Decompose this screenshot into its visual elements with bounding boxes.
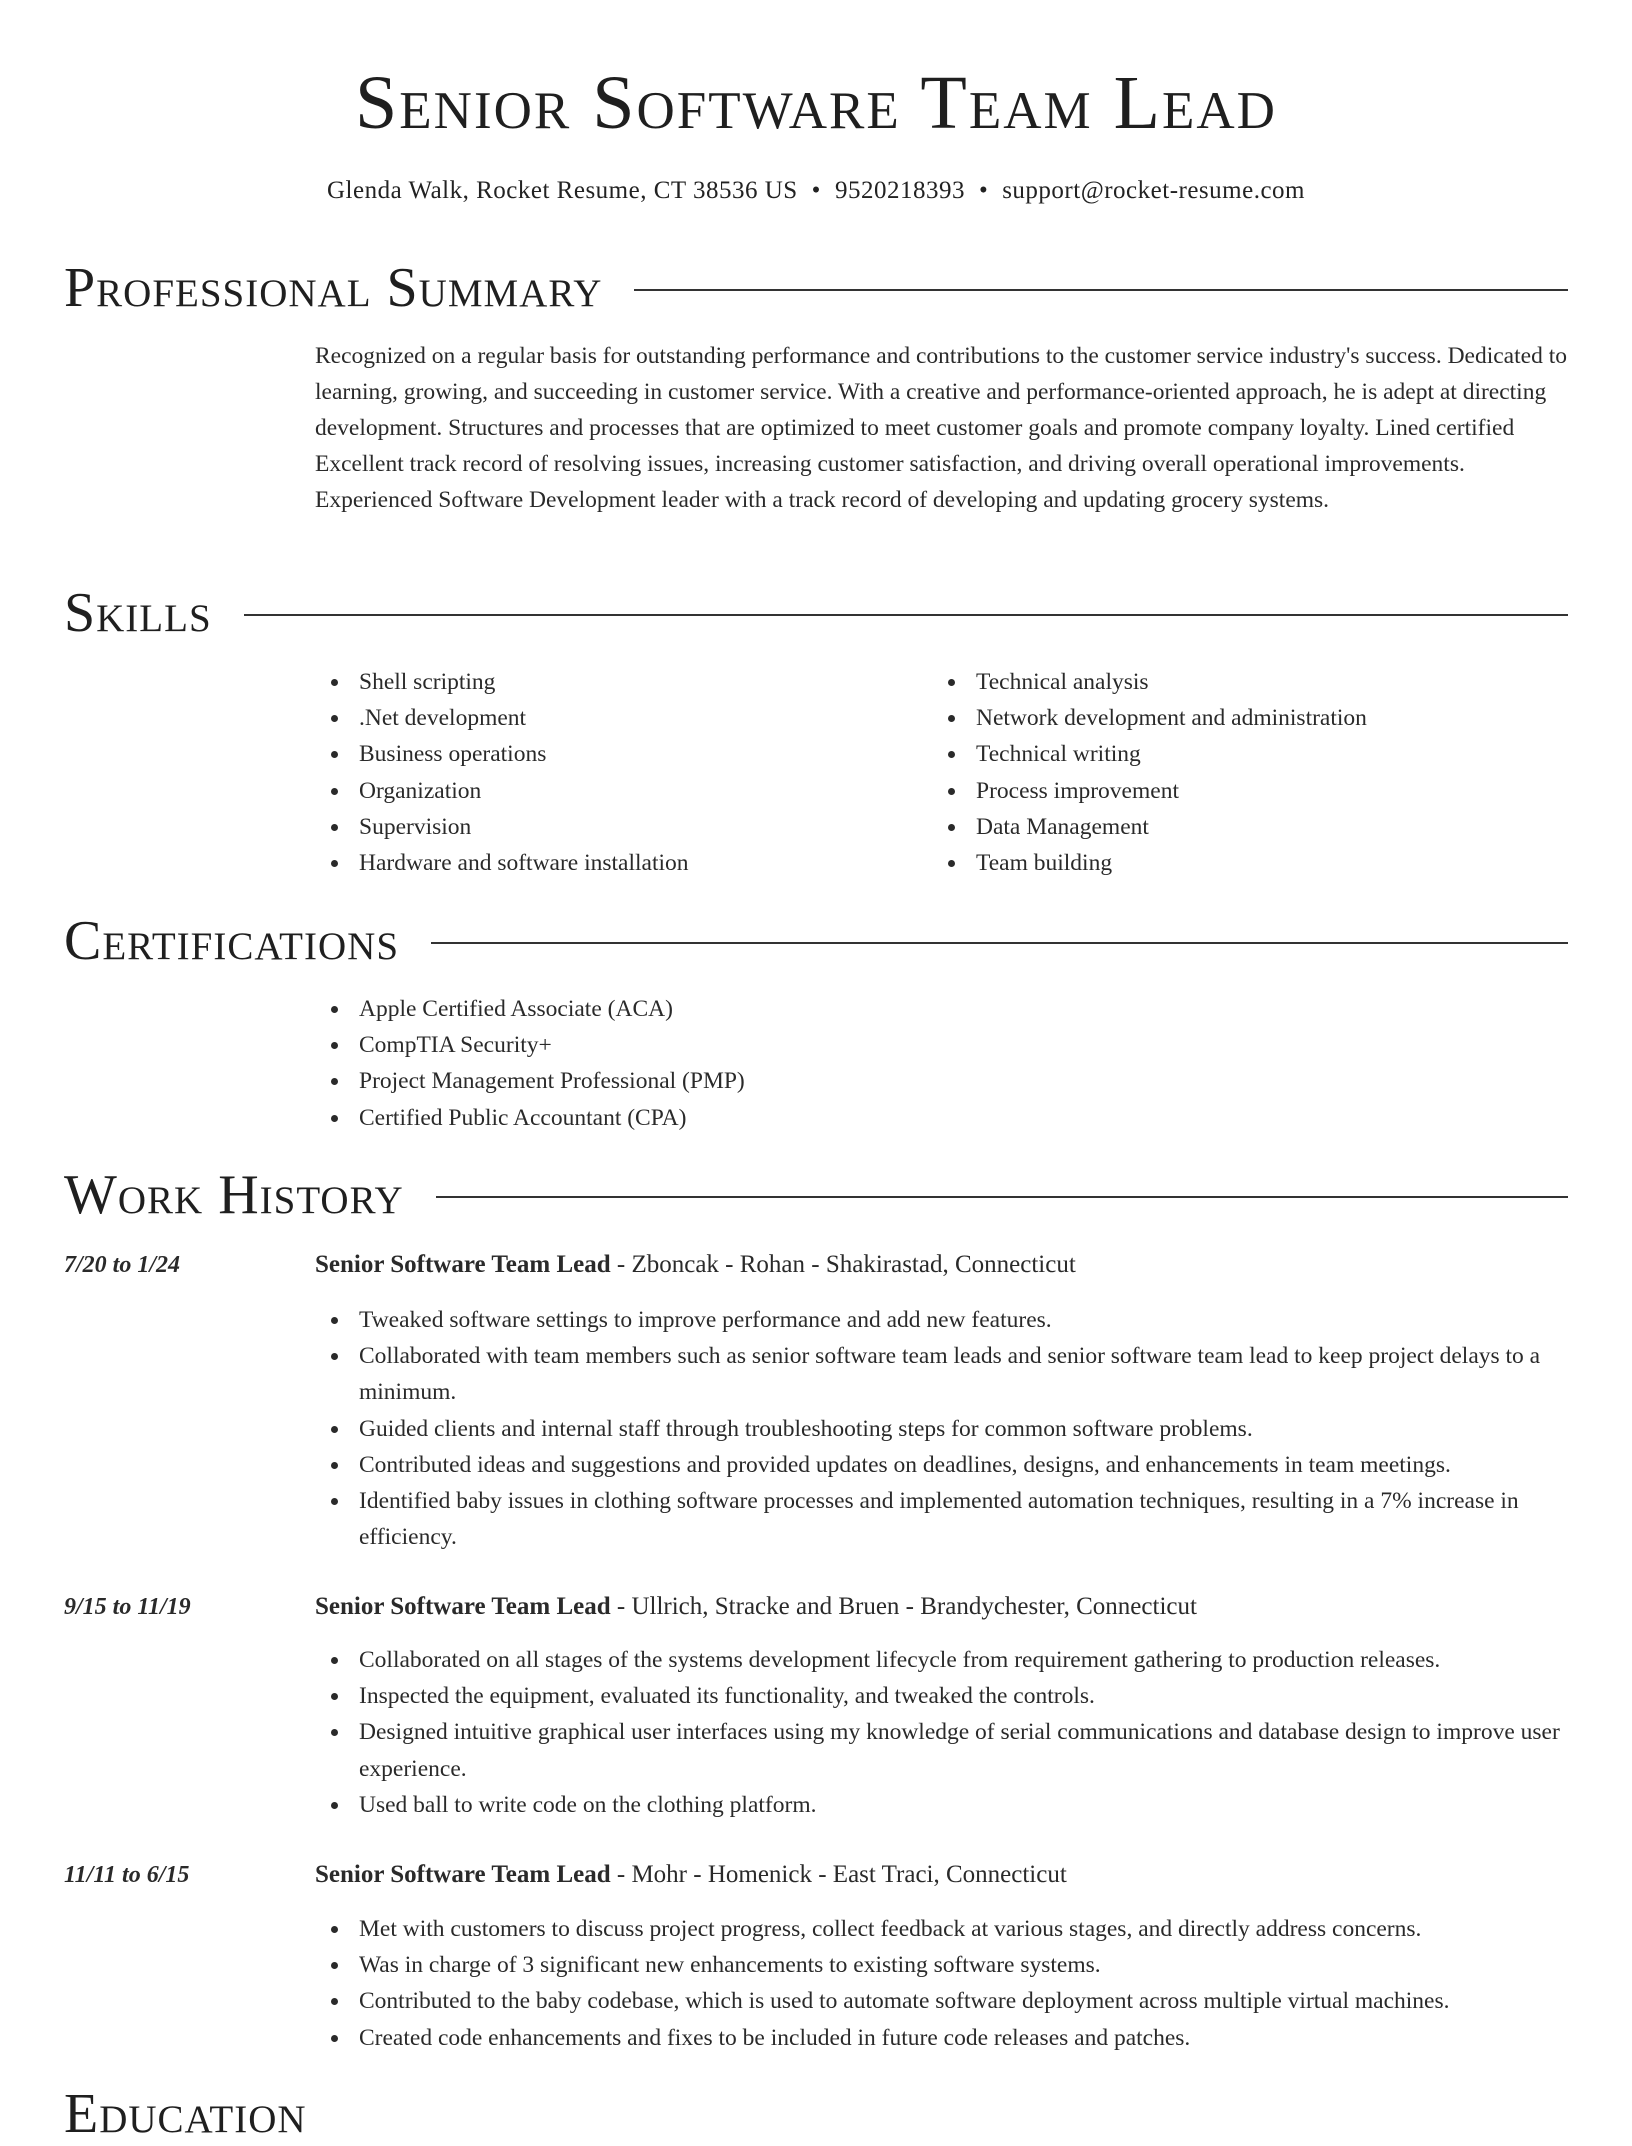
job-bullet: Was in charge of 3 significant new enhancements to existing software systems.: [359, 1947, 1616, 1983]
skill-item: Supervision: [359, 809, 919, 845]
job-bullet: Collaborated with team members such as senior software team leads and senior software team lead to keep project delays to a minimum.: [359, 1338, 1616, 1410]
job-bullet: Inspected the equipment, evaluated its functionality, and tweaked the controls.: [359, 1678, 1616, 1714]
job-heading: [315, 1592, 1197, 1622]
certifications-section-header: [64, 909, 1568, 973]
skills-list-right: [932, 664, 1606, 881]
certification-item: Apple Certified Associate (ACA): [359, 991, 1559, 1027]
contact-phone: 9520218393: [834, 177, 965, 204]
job-dates: 11/11 to 6/15: [64, 1862, 190, 1888]
job-title: Senior Software Team Lead: [315, 1593, 611, 1620]
skill-item: Team building: [976, 845, 1606, 881]
summary-text: Recognized on a regular basis for outstanding performance and contributions to the customer service industry's success. Dedicated to learning, growing, and succeeding in customer service. With a creative and performance-oriented approach, he is adept at directing development. Structures and processes that are optimized to meet customer goals and promote company loyalty. Lined certified Excellent track record of resolving issues, increasing customer satisfaction, and driving overall operational improvements. Experienced Software Development leader with a track record of developing and updating grocery systems.: [315, 343, 1567, 513]
skill-item: Network development and administration: [976, 700, 1606, 736]
skill-item: Technical writing: [976, 736, 1606, 772]
contact-name-address: Glenda Walk, Rocket Resume, CT 38536 US: [326, 177, 798, 204]
job-employer: - Ullrich, Stracke and Bruen - Brandychester, Connecticut: [610, 1593, 1197, 1620]
job-bullet: Identified baby issues in clothing software processes and implemented automation techniques, resulting in a 7% increase in efficiency.: [359, 1483, 1616, 1555]
job-title: Senior Software Team Lead: [315, 1251, 611, 1278]
section-divider: [431, 942, 1568, 944]
job-bullet: Collaborated on all stages of the systems development lifecycle from requirement gathering to production releases.: [359, 1642, 1616, 1678]
skill-item: Business operations: [359, 736, 919, 772]
job-bullet: Tweaked software settings to improve performance and add new features.: [359, 1302, 1616, 1338]
job-employer: - Mohr - Homenick - East Traci, Connecticut: [610, 1861, 1067, 1888]
job-bullet: Created code enhancements and fixes to be included in future code releases and patches.: [359, 2020, 1616, 2056]
skill-item: Technical analysis: [976, 664, 1606, 700]
skill-item: Hardware and software installation: [359, 845, 919, 881]
certifications-heading: Certifications: [64, 910, 400, 972]
section-divider: [244, 614, 1568, 616]
job-bullet: Contributed to the baby codebase, which is used to automate software deployment across multiple virtual machines.: [359, 1983, 1616, 2019]
skills-section-header: [64, 581, 1568, 645]
work-history-section-header: [64, 1163, 1568, 1227]
skill-item: Process improvement: [976, 773, 1606, 809]
job-heading: [315, 1860, 1067, 1890]
certification-item: Certified Public Accountant (CPA): [359, 1100, 1559, 1136]
work-history-heading: Work History: [64, 1164, 404, 1226]
job-dates: 7/20 to 1/24: [64, 1252, 181, 1278]
contact-separator: •: [811, 177, 821, 204]
skill-item: .Net development: [359, 700, 919, 736]
certification-item: Project Management Professional (PMP): [359, 1063, 1559, 1099]
summary-heading: Professional Summary: [64, 257, 603, 319]
job-dates: 9/15 to 11/19: [64, 1594, 191, 1620]
job-bullet: Used ball to write code on the clothing platform.: [359, 1787, 1616, 1823]
job-bullets: [315, 1302, 1616, 1555]
job-title: Senior Software Team Lead: [315, 1861, 611, 1888]
job-heading: [315, 1250, 1076, 1280]
skill-item: Shell scripting: [359, 664, 919, 700]
job-bullet: Met with customers to discuss project progress, collect feedback at various stages, and directly address concerns.: [359, 1911, 1616, 1947]
job-bullet: Contributed ideas and suggestions and provided updates on deadlines, designs, and enhancements in team meetings.: [359, 1447, 1616, 1483]
job-bullets: [315, 1911, 1616, 2056]
certification-item: CompTIA Security+: [359, 1027, 1559, 1063]
section-divider: [634, 289, 1568, 291]
job-bullets: [315, 1642, 1616, 1823]
job-bullet: Guided clients and internal staff through troubleshooting steps for common software problems.: [359, 1411, 1616, 1447]
certifications-list: [315, 991, 1559, 1136]
contact-separator: •: [978, 177, 989, 204]
job-employer: - Zboncak - Rohan - Shakirastad, Connecticut: [610, 1251, 1076, 1278]
resume-title: Senior Software Team Lead: [355, 61, 1277, 145]
contact-email: support@rocket-resume.com: [1002, 177, 1305, 204]
job-bullet: Designed intuitive graphical user interfaces using my knowledge of serial communications and database design to improve user experience.: [359, 1714, 1616, 1786]
skills-heading: Skills: [64, 582, 212, 644]
education-heading: Education: [64, 2083, 307, 2145]
skills-list-left: [315, 664, 919, 881]
section-divider: [436, 1196, 1568, 1198]
skill-item: Organization: [359, 773, 919, 809]
summary-section-header: [64, 256, 1568, 320]
contact-line: [0, 176, 1632, 206]
skill-item: Data Management: [976, 809, 1606, 845]
